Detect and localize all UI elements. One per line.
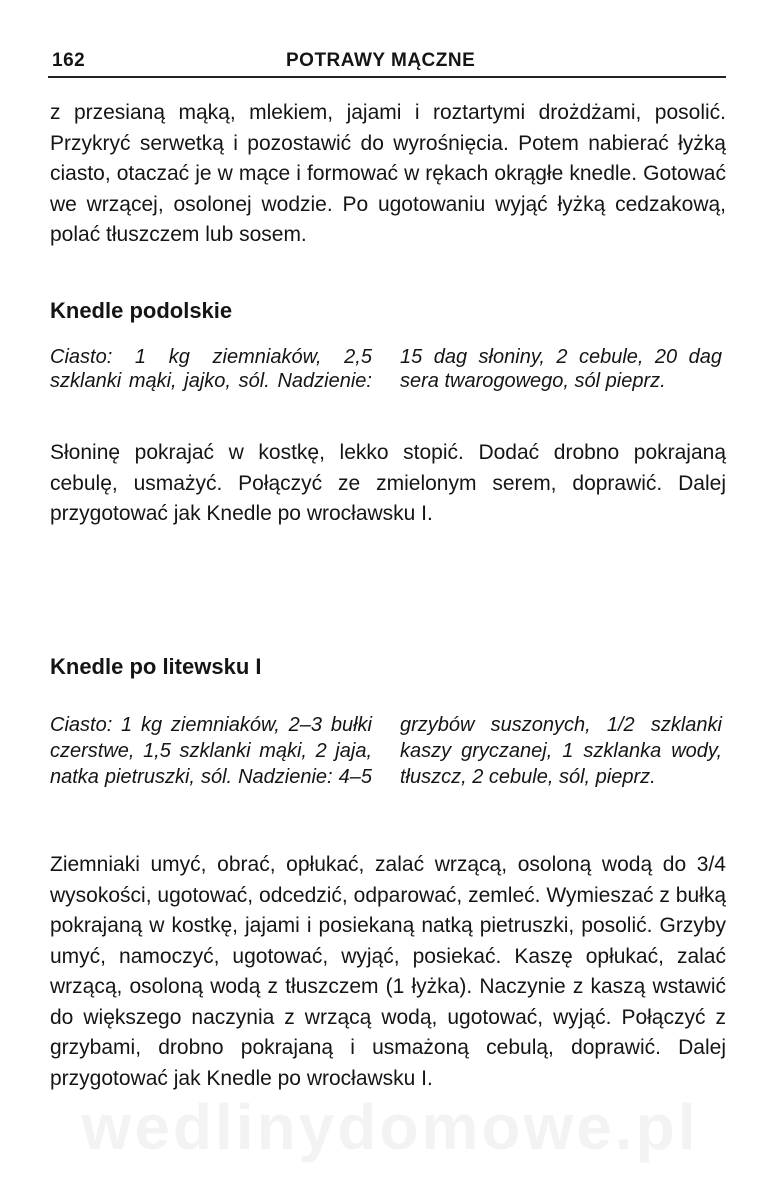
watermark: wedlinydomowe.pl — [81, 1091, 699, 1163]
recipe-title-knedle-po-litewsku: Knedle po litewsku I — [50, 654, 262, 679]
running-title: POTRAWY MĄCZNE — [286, 50, 476, 71]
ingredients-knedle-po-litewsku: Ciasto: 1 kg ziemniaków, 2–3 bułki czerstwe, 1,5 szklanki mąki, 2 jaja, natka pietruszki, sól. Nadzienie: 4–5 grzybów suszonych, 1/2 szklanki kaszy gryczanej, 1 szklanka wody, tłuszcz, 2 cebule, sól, pieprz. — [50, 714, 722, 788]
page-header — [48, 46, 726, 78]
recipe-title-knedle-podolskie: Knedle podolskie — [50, 298, 233, 323]
ingredients-knedle-podolskie: Ciasto: 1 kg ziemniaków, 2,5 szklanki mąki, jajko, sól. Nadzienie: 15 dag słoniny, 2 cebule, 20 dag sera twarogowego, sól pieprz. — [50, 346, 722, 392]
method-knedle-po-litewsku: Ziemniaki umyć, obrać, opłukać, zalać wrzącą, osoloną wodą do 3/4 wysokości, ugotować, odcedzić, odparować, zemleć. Wymieszać z bułką pokrajaną w kostkę, jajami i posiekaną natką pietruszki, posolić. Grzyby umyć, namoczyć, ugotować, wyjąć, posiekać. Kaszę opłukać, zalać wrzącą, osoloną wodą z tłuszczem (1 łyżka). Naczynie z kaszą wstawić do większego naczynia z wrzącą wodą, ugotować, wyjąć. Połączyć z grzybami, drobno pokrajaną i usmażoną cebulą, doprawić. Dalej przygotować jak Knedle po wrocławsku I. — [50, 853, 726, 1090]
intro-paragraph: z przesianą mąką, mlekiem, jajami i roztartymi drożdżami, posolić. Przykryć serwetką i pozostawić do wyrośnięcia. Potem nabierać łyżką ciasto, otaczać je w mące i formować w rękach okrągłe knedle. Gotować we wrzącej, osolonej wodzie. Po ugotowaniu wyjąć łyżką cedzakową, polać tłuszczem lub sosem. — [50, 101, 726, 246]
method-knedle-podolskie: Słoninę pokrajać w kostkę, lekko stopić. Dodać drobno pokrajaną cebulę, usmażyć. Połączyć ze zmielonym serem, doprawić. Dalej przygotować jak Knedle po wrocławsku I. — [50, 441, 726, 525]
page-number: 162 — [52, 50, 86, 71]
